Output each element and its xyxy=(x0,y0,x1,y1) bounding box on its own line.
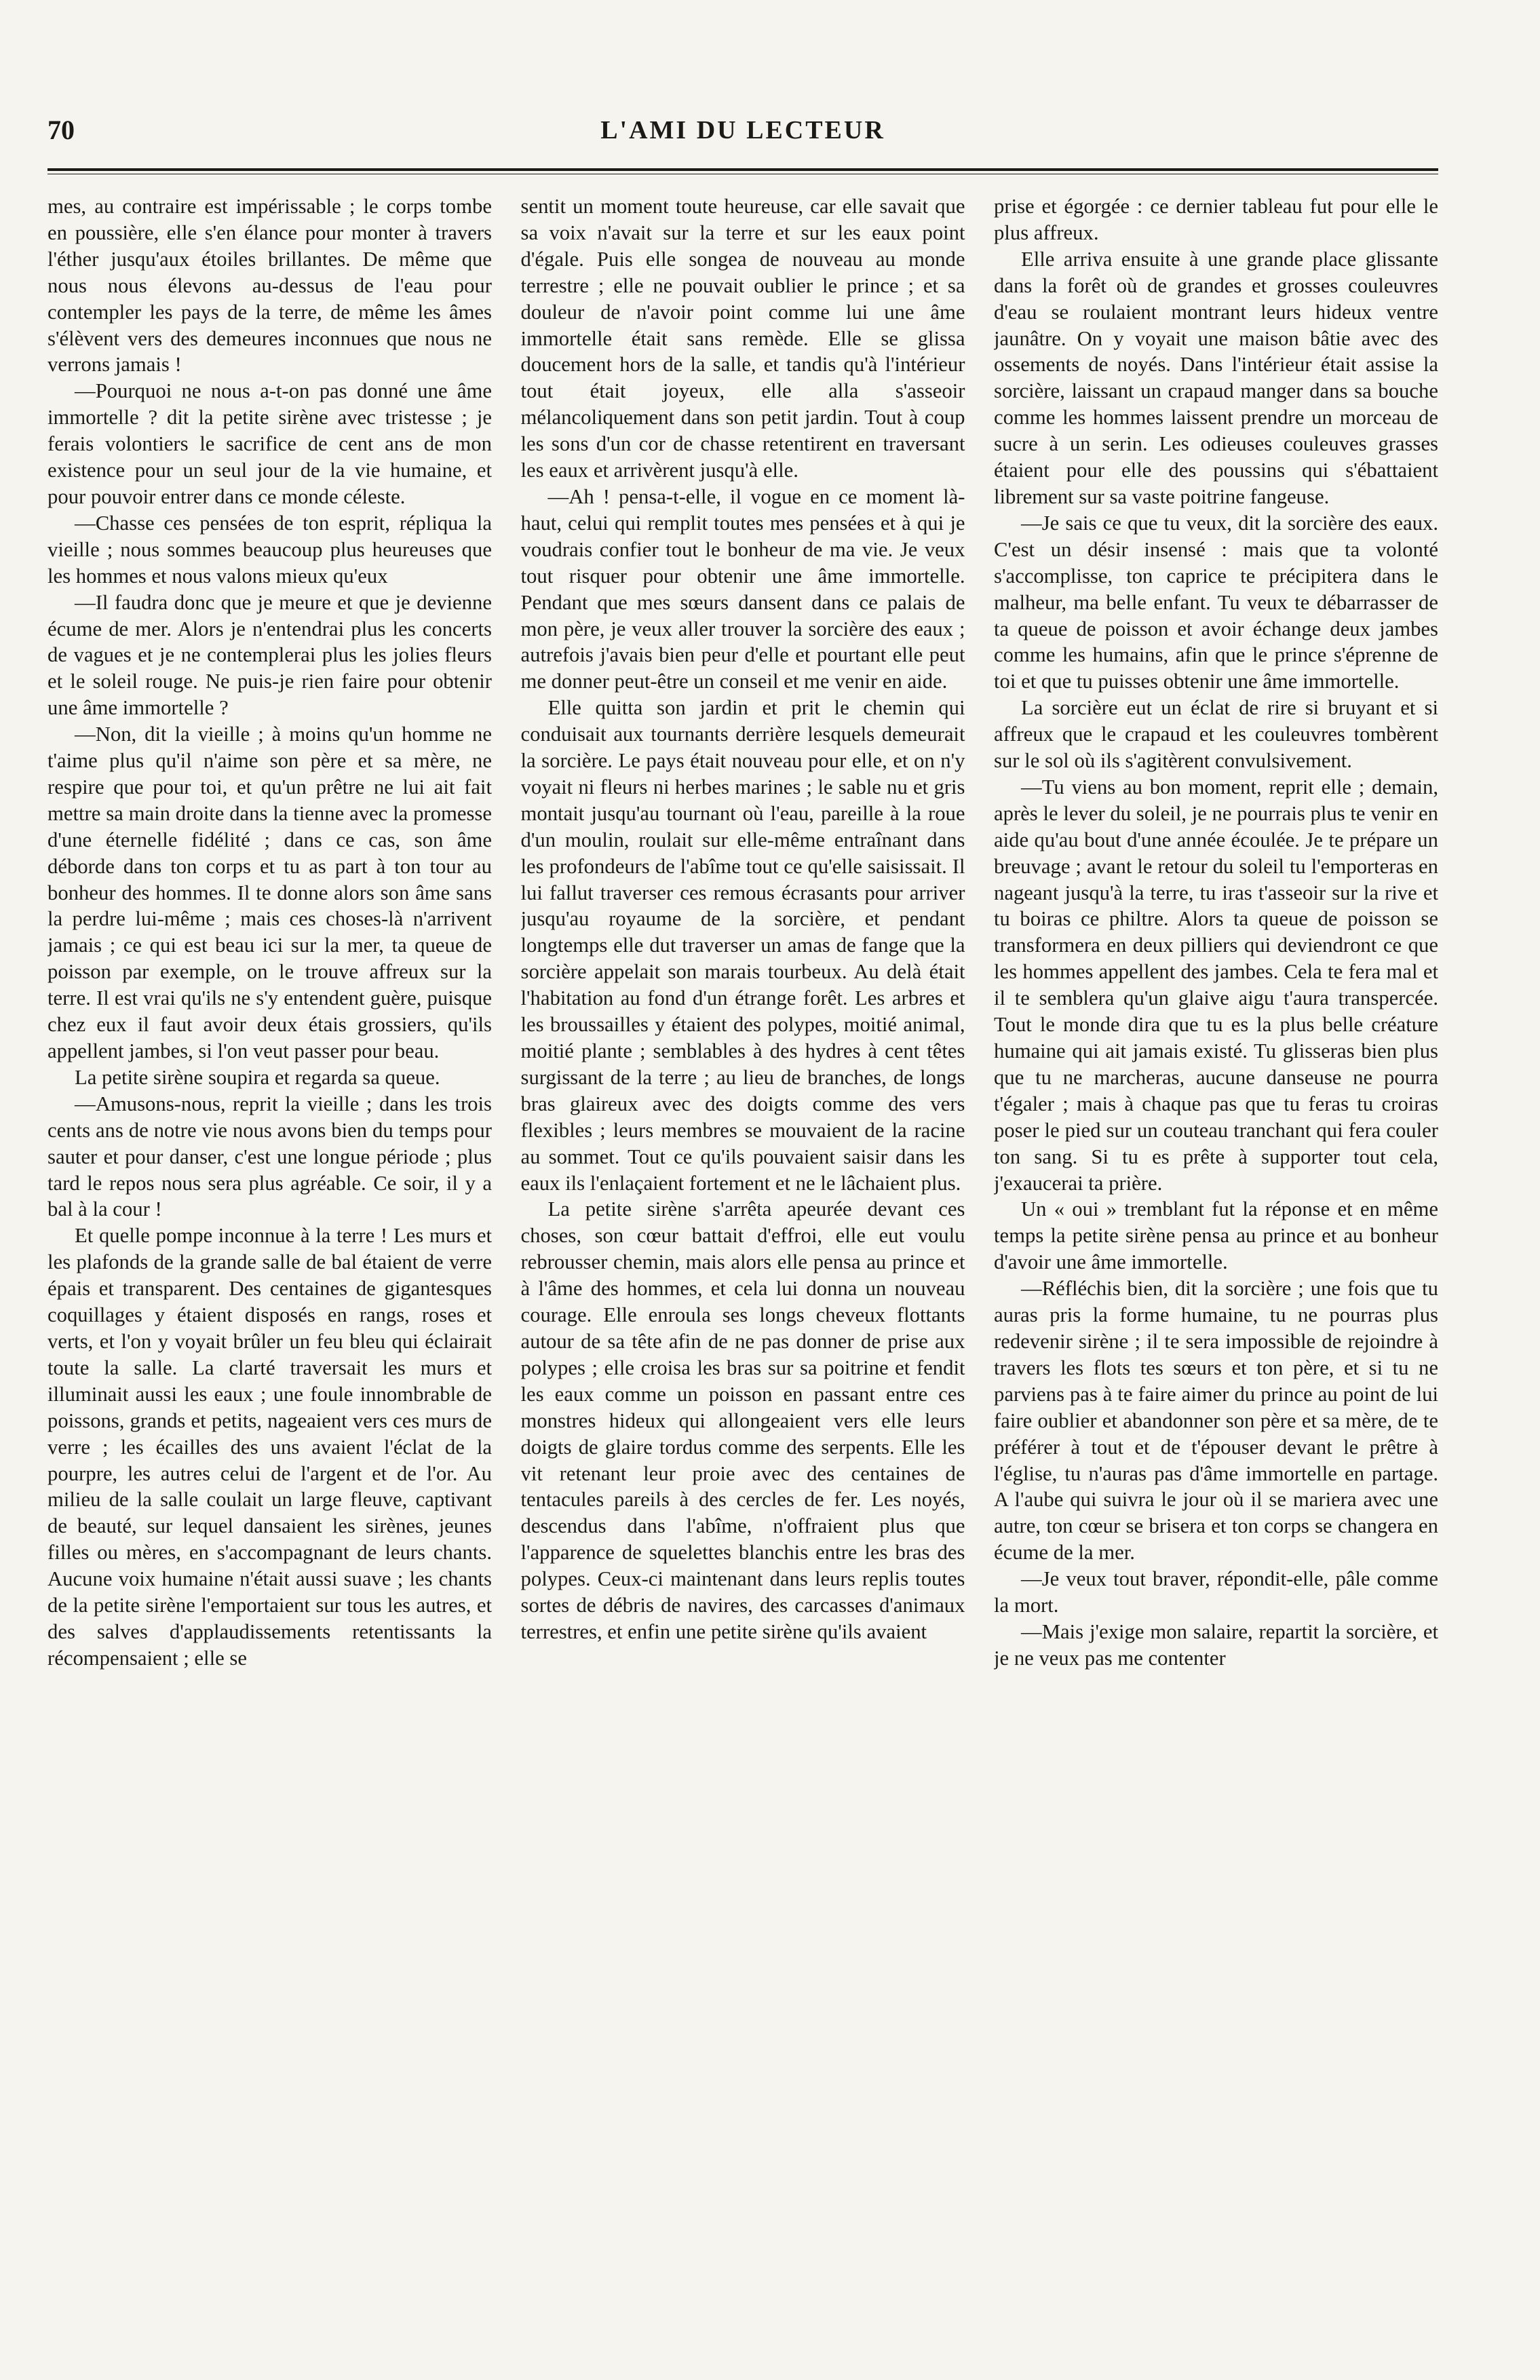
paragraph: —Ah ! pensa-t-elle, il vogue en ce moment là-haut, celui qui remplit toutes mes pensées et à qui je voudrais confier tout le bonheur de ma vie. Je veux tout risquer pour obtenir une âme immortelle. Pendant que mes sœurs dansent dans ce palais de mon père, je veux aller trouver la sorcière des eaux ; autrefois j'avais bien peur d'elle et pourtant elle peut me donner peut-être un conseil et me venir en aide. xyxy=(520,484,965,693)
text-columns xyxy=(47,193,1438,2310)
running-title: L'AMI DU LECTEUR xyxy=(600,116,885,145)
column-2 xyxy=(521,193,965,2310)
paragraph: —Il faudra donc que je meure et que je devienne écume de mer. Alors je n'entendrai plus les concerts de vagues et je ne contemplerai plus les jolies fleurs et le soleil rouge. Ne puis-je rien faire pour obtenir une âme immortelle ? xyxy=(47,590,492,720)
paragraph: —Pourquoi ne nous a-t-on pas donné une âme immortelle ? dit la petite sirène avec tristesse ; je ferais volontiers le sacrifice de cent ans de mon existence pour un seul jour de la vie humaine, et pour pouvoir entrer dans ce monde céleste. xyxy=(47,379,492,508)
paragraph: La petite sirène s'arrêta apeurée devant ces choses, son cœur battait d'effroi, elle eut voulu rebrousser chemin, mais alors elle pensa au prince et à l'âme des hommes, et cela lui donna un nouveau courage. Elle enroula ses longs cheveux flottants autour de sa tête afin de ne pas donner de prise aux polypes ; elle croisa les bras sur sa poitrine et fendit les eaux comme un poisson en passant entre ces monstres hideux qui allongeaient vers elle leurs doigts de glaire tordus comme des serpents. Elle les vit retenant leur proie avec des centaines de tentacules pareils à des cercles de fer. Les noyés, descendus dans l'abîme, n'offraient plus que l'apparence de squelettes blanchis entre les bras des polypes. Ceux-ci maintenant dans leurs replis toutes sortes de débris de navires, des carcasses d'animaux terrestres, et enfin une petite sirène qu'ils avaient xyxy=(520,1197,965,1643)
paragraph: Un « oui » tremblant fut la réponse et en même temps la petite sirène pensa au prince et au bonheur d'avoir une âme immortelle. xyxy=(994,1197,1438,1274)
paragraph: —Je veux tout braver, répondit-elle, pâle comme la mort. xyxy=(994,1567,1438,1617)
paragraph: La sorcière eut un éclat de rire si bruyant et si affreux que le crapaud et les couleuvres tombèrent sur le sol où ils s'agitèrent convulsivement. xyxy=(994,696,1438,773)
paragraph: —Tu viens au bon moment, reprit elle ; demain, après le lever du soleil, je ne pourrais plus te venir en aide qu'au bout d'une année écoulée. Je te prépare un breuvage ; avant le retour du soleil tu l'emporteras en nageant jusqu'à la terre, tu iras t'asseoir sur la rive et tu boiras ce philtre. Alors ta queue de poisson se transformera en deux pilliers qui deviendront ce que les hommes appellent des jambes. Cela te fera mal et il te semblera qu'un glaive aigu t'aura transpercée. Tout le monde dira que tu es la plus belle créature humaine qui ait jamais existé. Tu glisseras bien plus que tu ne marcheras, aucune danseuse ne pourra t'égaler ; mais à chaque pas que tu feras tu croiras poser le pied sur un couteau tranchant qui fera couler ton sang. Si tu es prête à supporter tout cela, j'exaucerai ta prière. xyxy=(994,775,1438,1195)
paragraph: —Non, dit la vieille ; à moins qu'un homme ne t'aime plus qu'il n'aime son père et sa mère, ne respire que pour toi, et qu'un prêtre ne lui ait fait mettre sa main droite dans la tienne avec la promesse d'une éternelle fidélité ; dans ce cas, son âme déborde dans ton corps et tu as part à ton tour au bonheur des hommes. Il te donne alors son âme sans la perdre lui-même ; mais ces choses-là n'arrivent jamais ; ce qui est beau ici sur la mer, ta queue de poisson par exemple, on le trouve affreux sur la terre. Il est vrai qu'ils ne s'y entendent guère, puisque chez eux il faut avoir deux étais grossiers, qu'ils appellent jambes, si l'on veut passer pour beau. xyxy=(47,723,492,1062)
paragraph: sentit un moment toute heureuse, car elle savait que sa voix n'avait sur la terre et sur les eaux point d'égale. Puis elle songea de nouveau au monde terrestre ; elle ne pouvait oublier le prince ; et sa douleur de n'avoir point comme lui une âme immortelle était sans remède. Elle se glissa doucement hors de la salle, et tandis qu'à l'intérieur tout était joyeux, elle alla s'asseoir mélancoliquement dans son petit jardin. Tout à coup les sons d'un cor de chasse retentirent en traversant les eaux et arrivèrent jusqu'à elle. xyxy=(520,195,965,482)
column-3 xyxy=(994,193,1438,2310)
page-number: 70 xyxy=(47,115,75,145)
paragraph: —Je sais ce que tu veux, dit la sorcière des eaux. C'est un désir insensé : mais que ta volonté s'accomplisse, ton caprice te précipitera dans le malheur, ma belle enfant. Tu veux te débarrasser de ta queue de poisson et avoir échange deux jambes comme les humains, afin que le prince s'éprenne de toi et que tu puisses obtenir une âme immortelle. xyxy=(994,511,1438,693)
paragraph: —Amusons-nous, reprit la vieille ; dans les trois cents ans de notre vie nous avons bien du temps pour sauter et pour danser, c'est une longue période ; plus tard le repos nous sera plus agréable. Ce soir, il y a bal à la cour ! xyxy=(47,1092,492,1221)
paragraph: La petite sirène soupira et regarda sa queue. xyxy=(75,1065,440,1089)
column-1 xyxy=(47,193,492,2310)
paragraph: —Mais j'exige mon salaire, repartit la sorcière, et je ne veux pas me contenter xyxy=(994,1619,1438,1670)
paragraph: Et quelle pompe inconnue à la terre ! Les murs et les plafonds de la grande salle de bal étaient de verre épais et transparent. Des centaines de gigantesques coquillages y étaient disposés en rangs, roses et verts, et l'on y voyait brûler un feu bleu qui éclairait toute la salle. La clarté traversait les murs et illuminait aussi les eaux ; une foule innombrable de poissons, grands et petits, nageaient vers ces murs de verre ; les écailles des uns avaient l'éclat de la pourpre, les autres celui de l'argent et de l'or. Au milieu de la salle coulait un large fleuve, captivant de beauté, sur lequel dansaient les sirènes, jeunes filles ou mères, en s'accompagnant de leurs chants. Aucune voix humaine n'était aussi suave ; les chants de la petite sirène l'emportaient sur tous les autres, et des salves d'applaudissements retentissants la récompensaient ; elle se xyxy=(47,1224,492,1670)
paragraph: Elle quitta son jardin et prit le chemin qui conduisait aux tournants derrière lesquels demeurait la sorcière. Le pays était nouveau pour elle, et on n'y voyait ni fleurs ni herbes marines ; le sable nu et gris montait jusqu'au tournant où l'eau, pareille à la roue d'un moulin, roulait sur elle-même entraînant dans les profondeurs de l'abîme tout ce qu'elle saisissait. Il lui fallut traverser ces remous écrasants pour arriver jusqu'au royaume de la sorcière, et pendant longtemps elle dut traverser un amas de fange que la sorcière appelait son marais tourbeux. Au delà était l'habitation au fond d'un étrange forêt. Les arbres et les broussailles y étaient des polypes, moitié animal, moitié plante ; semblables à des hydres à cent têtes surgissant de la terre ; au lieu de branches, de longs bras glaireux avec des doigts comme des vers flexibles ; leurs membres se mouvaient de la racine au sommet. Tout ce qu'ils pouvaient saisir dans les eaux ils l'enlaçaient fortement et ne le lâchaient plus. xyxy=(520,696,965,1195)
paragraph: Elle arriva ensuite à une grande place glissante dans la forêt où de grandes et grosses couleuvres d'eau se roulaient montrant leurs hideux ventre jaunâtre. On y voyait une maison bâtie avec des ossements de noyés. Dans l'intérieur était assise la sorcière, laissant un crapaud manger dans sa bouche comme les hommes laissent prendre un morceau de sucre à un serin. Les odieuses couleuves grasses étaient pour elle des poussins qui s'ébattaient librement sur sa vaste poitrine fangeuse. xyxy=(994,247,1438,508)
header-rule xyxy=(47,168,1438,174)
page-header xyxy=(47,114,1438,155)
paragraph: mes, au contraire est impérissable ; le corps tombe en poussière, elle s'en élance pour monter à travers l'éther jusqu'aux étoiles brillantes. De même que nous nous élevons au-dessus de l'eau pour contempler les pays de la terre, de même les âmes s'élèvent vers des demeures inconnues que nous ne verrons jamais ! xyxy=(47,195,492,377)
paragraph: —Réfléchis bien, dit la sorcière ; une fois que tu auras pris la forme humaine, tu ne pourras plus redevenir sirène ; il te sera impossible de rejoindre à travers les flots tes sœurs et ton père, et si tu ne parviens pas à te faire aimer du prince au point de lui faire oublier et abandonner son père et sa mère, de te préférer à tout et de t'épouser devant le prêtre à l'église, tu n'auras pas d'âme immortelle en partage. A l'aube qui suivra le jour où il se mariera avec une autre, ton cœur se brisera et ton corps se changera en écume de la mer. xyxy=(994,1277,1438,1565)
paragraph: —Chasse ces pensées de ton esprit, répliqua la vieille ; nous sommes beaucoup plus heureuses que les hommes et nous valons mieux qu'eux xyxy=(47,511,492,588)
paragraph: prise et égorgée : ce dernier tableau fut pour elle le plus affreux. xyxy=(994,195,1438,244)
